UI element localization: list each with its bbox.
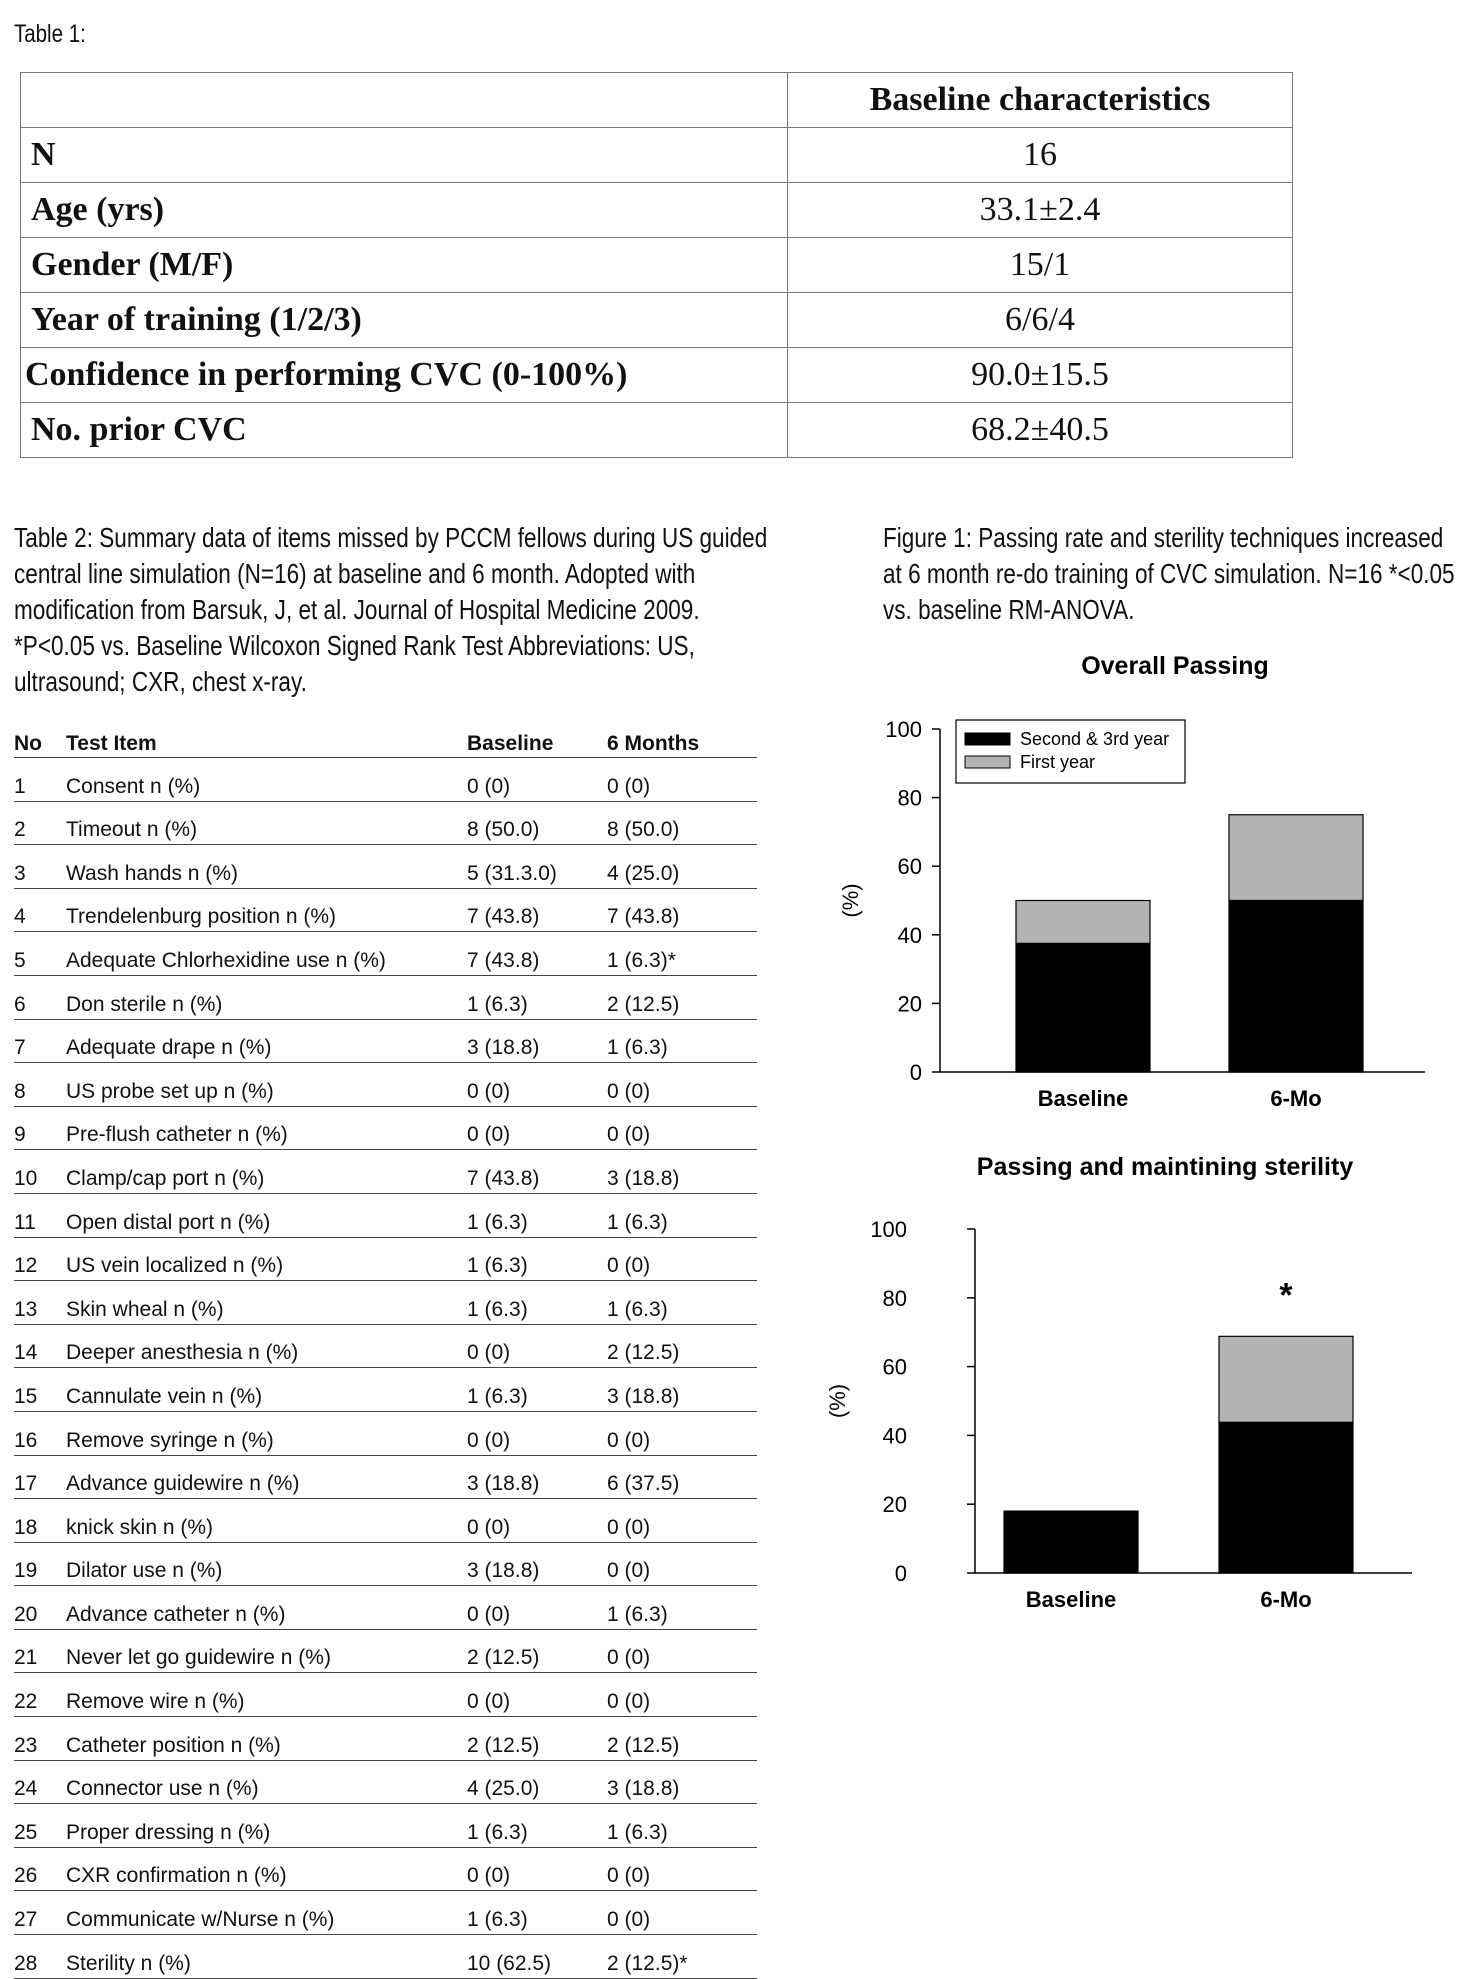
y-tick-label: 40 bbox=[897, 922, 922, 948]
t2-cell: 4 bbox=[14, 888, 66, 932]
t2-cell: 7 (43.8) bbox=[607, 888, 757, 932]
t2-cell: 3 (18.8) bbox=[467, 1542, 607, 1586]
t2-cell: 7 (43.8) bbox=[467, 888, 607, 932]
y-tick-label: 80 bbox=[882, 1285, 907, 1311]
t2-cell: US probe set up n (%) bbox=[66, 1063, 467, 1107]
t2-cell: 11 bbox=[14, 1193, 66, 1237]
t1-label: Year of training (1/2/3) bbox=[21, 293, 788, 348]
x-tick-label: 6-Mo bbox=[1270, 1086, 1322, 1111]
t1-value: 6/6/4 bbox=[788, 293, 1293, 348]
t2-cell: CXR confirmation n (%) bbox=[66, 1847, 467, 1891]
y-axis-label: (%) bbox=[838, 883, 863, 918]
t2-cell: Timeout n (%) bbox=[66, 801, 467, 845]
t2-cell: 5 bbox=[14, 932, 66, 976]
t2-cell: 0 (0) bbox=[467, 1499, 607, 1543]
y-tick-label: 60 bbox=[882, 1354, 907, 1380]
t2-cell: 24 bbox=[14, 1760, 66, 1804]
t2-cell: 0 (0) bbox=[467, 1411, 607, 1455]
t2-cell: Cannulate vein n (%) bbox=[66, 1368, 467, 1412]
x-tick-label: Baseline bbox=[1037, 1086, 1129, 1111]
t2-cell: Adequate drape n (%) bbox=[66, 1019, 467, 1063]
t2-cell: 0 (0) bbox=[467, 1673, 607, 1717]
bar-segment bbox=[1016, 943, 1150, 1072]
t2-cell: 7 (43.8) bbox=[467, 1150, 607, 1194]
t2-cell: 3 (18.8) bbox=[467, 1455, 607, 1499]
t2-cell: Wash hands n (%) bbox=[66, 845, 467, 889]
table2-caption: Table 2: Summary data of items missed by PCCM fellows during US guided central line simulation (N=16) at baseline and 6 month. Adopted with modification from Barsuk, J, et al. Journal of Hospital Medicine 2009. *P<0.05 vs. Baseline Wilcoxon Signed Rank Test Abbreviations: US, ultrasound; CXR, chest x-ray. bbox=[14, 522, 768, 697]
t1-label: No. prior CVC bbox=[21, 403, 788, 458]
t2-cell: 12 bbox=[14, 1237, 66, 1281]
t1-value: 90.0±15.5 bbox=[788, 348, 1293, 403]
t2-cell: 5 (31.3.0) bbox=[467, 845, 607, 889]
t2-cell: Trendelenburg position n (%) bbox=[66, 888, 467, 932]
t2-column-header: No bbox=[14, 726, 66, 758]
t2-cell: Connector use n (%) bbox=[66, 1760, 467, 1804]
t2-cell: 8 bbox=[14, 1063, 66, 1107]
chart-title: Overall Passing bbox=[1081, 652, 1269, 680]
legend-swatch bbox=[965, 756, 1010, 768]
bar-segment bbox=[1229, 815, 1363, 901]
t2-cell: Clamp/cap port n (%) bbox=[66, 1150, 467, 1194]
t2-cell: Consent n (%) bbox=[66, 758, 467, 802]
t2-cell: 14 bbox=[14, 1324, 66, 1368]
t2-cell: Remove wire n (%) bbox=[66, 1673, 467, 1717]
figure1-caption: Figure 1: Passing rate and sterility techniques increased at 6 month re-do training of CVC simulation. N=16 *<0.05 vs. baseline RM-ANOVA. bbox=[883, 522, 1455, 625]
t2-cell: 10 (62.5) bbox=[467, 1935, 607, 1979]
bar-segment bbox=[1229, 901, 1363, 1073]
y-tick-label: 0 bbox=[894, 1561, 907, 1586]
t2-cell: 28 bbox=[14, 1935, 66, 1979]
chart-title: Passing and maintining sterility bbox=[976, 1153, 1354, 1181]
t2-cell: 0 (0) bbox=[607, 1891, 757, 1935]
t2-cell: 17 bbox=[14, 1455, 66, 1499]
t2-cell: 1 (6.3) bbox=[467, 1891, 607, 1935]
t2-cell: 10 bbox=[14, 1150, 66, 1194]
legend-label: Second & 3rd year bbox=[1020, 729, 1170, 749]
t2-column-header: Baseline bbox=[467, 726, 607, 758]
t2-cell: Proper dressing n (%) bbox=[66, 1804, 467, 1848]
y-tick-label: 100 bbox=[885, 717, 922, 742]
y-axis-label: (%) bbox=[825, 1383, 850, 1419]
t2-cell: 8 (50.0) bbox=[467, 801, 607, 845]
y-tick-label: 40 bbox=[882, 1423, 907, 1449]
t2-cell: 0 (0) bbox=[607, 1673, 757, 1717]
t2-cell: 0 (0) bbox=[607, 1411, 757, 1455]
y-tick-label: 20 bbox=[882, 1492, 907, 1518]
t2-cell: 1 (6.3) bbox=[607, 1586, 757, 1630]
t2-cell: Advance catheter n (%) bbox=[66, 1586, 467, 1630]
t2-cell: 3 bbox=[14, 845, 66, 889]
bar-segment bbox=[1004, 1511, 1138, 1573]
y-tick-label: 60 bbox=[897, 854, 922, 880]
t2-cell: 2 (12.5) bbox=[607, 1324, 757, 1368]
t2-cell: 1 (6.3) bbox=[467, 1281, 607, 1325]
t2-cell: 16 bbox=[14, 1411, 66, 1455]
t1-label: N bbox=[21, 128, 788, 183]
significance-marker: * bbox=[1279, 1276, 1293, 1315]
x-tick-label: 6-Mo bbox=[1260, 1587, 1312, 1612]
t2-cell: 0 (0) bbox=[467, 1063, 607, 1107]
t2-cell: 0 (0) bbox=[607, 1542, 757, 1586]
y-tick-label: 100 bbox=[870, 1217, 907, 1242]
t2-cell: 21 bbox=[14, 1629, 66, 1673]
t2-cell: 3 (18.8) bbox=[607, 1760, 757, 1804]
t2-cell: 2 (12.5) bbox=[467, 1717, 607, 1761]
t2-cell: Pre-flush catheter n (%) bbox=[66, 1106, 467, 1150]
t2-cell: 15 bbox=[14, 1368, 66, 1412]
t2-cell: Never let go guidewire n (%) bbox=[66, 1629, 467, 1673]
t2-cell: 0 (0) bbox=[467, 1847, 607, 1891]
t2-cell: 0 (0) bbox=[607, 1063, 757, 1107]
t2-cell: 4 (25.0) bbox=[607, 845, 757, 889]
legend-label: First year bbox=[1020, 752, 1096, 772]
t2-cell: 3 (18.8) bbox=[467, 1019, 607, 1063]
t2-cell: 22 bbox=[14, 1673, 66, 1717]
t2-cell: 27 bbox=[14, 1891, 66, 1935]
t1-label: Age (yrs) bbox=[21, 183, 788, 238]
t2-cell: Don sterile n (%) bbox=[66, 975, 467, 1019]
t2-cell: 26 bbox=[14, 1847, 66, 1891]
t2-cell: 1 (6.3)* bbox=[607, 932, 757, 976]
t2-cell: 19 bbox=[14, 1542, 66, 1586]
t2-cell: 0 (0) bbox=[467, 758, 607, 802]
t2-cell: Sterility n (%) bbox=[66, 1935, 467, 1979]
t2-cell: Advance guidewire n (%) bbox=[66, 1455, 467, 1499]
t2-cell: 2 (12.5)* bbox=[607, 1935, 757, 1979]
t2-cell: 0 (0) bbox=[607, 1629, 757, 1673]
t2-cell: Remove syringe n (%) bbox=[66, 1411, 467, 1455]
y-tick-label: 20 bbox=[897, 991, 922, 1017]
t2-cell: 3 (18.8) bbox=[607, 1150, 757, 1194]
t1-header: Baseline characteristics bbox=[788, 73, 1293, 128]
t2-cell: 7 bbox=[14, 1019, 66, 1063]
t1-value: 15/1 bbox=[788, 238, 1293, 293]
t2-cell: Deeper anesthesia n (%) bbox=[66, 1324, 467, 1368]
bar-segment bbox=[1219, 1422, 1353, 1573]
t2-cell: 4 (25.0) bbox=[467, 1760, 607, 1804]
t2-cell: Dilator use n (%) bbox=[66, 1542, 467, 1586]
t2-cell: 1 (6.3) bbox=[467, 975, 607, 1019]
t2-cell: Open distal port n (%) bbox=[66, 1193, 467, 1237]
t2-cell: 0 (0) bbox=[467, 1586, 607, 1630]
t2-cell: 2 bbox=[14, 801, 66, 845]
t2-cell: 1 (6.3) bbox=[467, 1368, 607, 1412]
t2-cell: 0 (0) bbox=[607, 1499, 757, 1543]
t2-cell: 0 (0) bbox=[607, 758, 757, 802]
y-tick-label: 80 bbox=[897, 785, 922, 811]
t2-cell: 13 bbox=[14, 1281, 66, 1325]
t2-cell: 0 (0) bbox=[467, 1106, 607, 1150]
t2-cell: 25 bbox=[14, 1804, 66, 1848]
t2-cell: 1 (6.3) bbox=[607, 1804, 757, 1848]
t2-cell: 1 (6.3) bbox=[607, 1281, 757, 1325]
t2-cell: 0 (0) bbox=[607, 1847, 757, 1891]
t2-cell: 1 (6.3) bbox=[467, 1804, 607, 1848]
t2-cell: 6 bbox=[14, 975, 66, 1019]
bar-segment bbox=[1219, 1336, 1353, 1422]
t2-cell: 1 bbox=[14, 758, 66, 802]
t2-cell: 2 (12.5) bbox=[607, 1717, 757, 1761]
t2-cell: 6 (37.5) bbox=[607, 1455, 757, 1499]
t2-cell: Communicate w/Nurse n (%) bbox=[66, 1891, 467, 1935]
t1-label: Gender (M/F) bbox=[21, 238, 788, 293]
t2-cell: 1 (6.3) bbox=[607, 1019, 757, 1063]
t2-cell: 1 (6.3) bbox=[467, 1237, 607, 1281]
t2-cell: 20 bbox=[14, 1586, 66, 1630]
t2-column-header: Test Item bbox=[66, 726, 467, 758]
legend-swatch bbox=[965, 733, 1010, 745]
bar-segment bbox=[1016, 901, 1150, 944]
t2-column-header: 6 Months bbox=[607, 726, 757, 758]
t2-cell: 9 bbox=[14, 1106, 66, 1150]
t2-cell: US vein localized n (%) bbox=[66, 1237, 467, 1281]
t2-cell: 3 (18.8) bbox=[607, 1368, 757, 1412]
t1-label: Confidence in performing CVC (0-100%) bbox=[21, 348, 788, 403]
y-tick-label: 0 bbox=[909, 1060, 922, 1085]
t1-value: 68.2±40.5 bbox=[788, 403, 1293, 458]
t2-cell: Skin wheal n (%) bbox=[66, 1281, 467, 1325]
t2-cell: 2 (12.5) bbox=[467, 1629, 607, 1673]
x-tick-label: Baseline bbox=[1025, 1587, 1117, 1612]
t2-cell: 18 bbox=[14, 1499, 66, 1543]
table1-caption: Table 1: bbox=[14, 20, 86, 48]
t1-value: 16 bbox=[788, 128, 1293, 183]
t1-value: 33.1±2.4 bbox=[788, 183, 1293, 238]
t2-cell: 23 bbox=[14, 1717, 66, 1761]
t2-cell: 8 (50.0) bbox=[607, 801, 757, 845]
t2-cell: 1 (6.3) bbox=[467, 1193, 607, 1237]
t2-cell: 0 (0) bbox=[607, 1237, 757, 1281]
t2-cell: knick skin n (%) bbox=[66, 1499, 467, 1543]
t2-cell: 0 (0) bbox=[467, 1324, 607, 1368]
t2-cell: 2 (12.5) bbox=[607, 975, 757, 1019]
t2-cell: 0 (0) bbox=[607, 1106, 757, 1150]
t2-cell: 1 (6.3) bbox=[607, 1193, 757, 1237]
t2-cell: Catheter position n (%) bbox=[66, 1717, 467, 1761]
t2-cell: 7 (43.8) bbox=[467, 932, 607, 976]
t2-cell: Adequate Chlorhexidine use n (%) bbox=[66, 932, 467, 976]
